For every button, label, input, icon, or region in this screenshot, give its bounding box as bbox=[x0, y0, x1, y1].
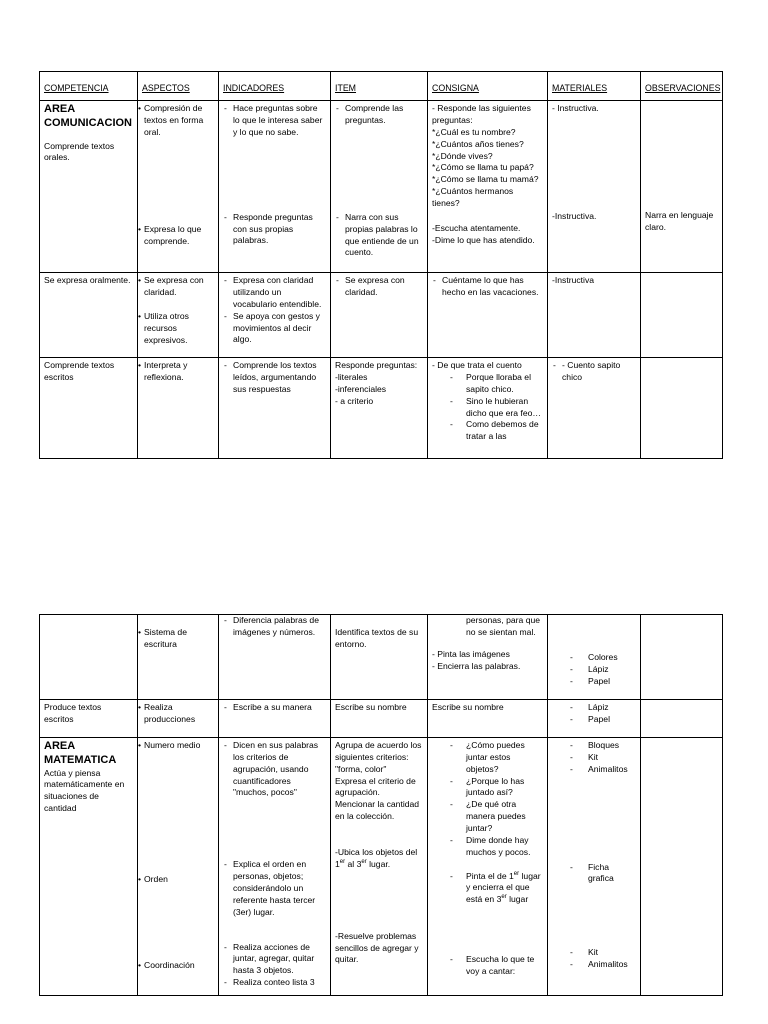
cell-consigna bbox=[428, 101, 548, 273]
consigna-item: - Como debemos de tratar a las bbox=[432, 419, 543, 443]
item-text: -Resuelve problemas sencillos de agregar y quitar. bbox=[335, 930, 419, 965]
cell-indicadores bbox=[219, 273, 331, 358]
cell-aspectos bbox=[138, 615, 219, 700]
item-text-part: al 3 bbox=[345, 858, 362, 869]
cell-competencia bbox=[40, 738, 138, 996]
consigna-text-part: lugar y encierra el que está en 3 bbox=[466, 870, 541, 905]
header-consigna: CONSIGNA bbox=[428, 72, 548, 101]
indicador-item: - Comprende los textos leídos, argumentando sus respuestas bbox=[223, 360, 326, 396]
header-indicadores: INDICADORES bbox=[219, 72, 331, 101]
aspecto-item: • Realiza producciones bbox=[138, 702, 214, 726]
area-title: AREA MATEMATICA bbox=[44, 740, 117, 766]
aspecto-item: • Orden bbox=[138, 874, 214, 886]
material-item: - Colores bbox=[552, 652, 636, 664]
table-row bbox=[40, 358, 723, 459]
indicador-item: - Hace preguntas sobre lo que le interesa saber y lo que no sabe. bbox=[223, 103, 326, 139]
aspecto-item: • Interpreta y reflexiona. bbox=[138, 360, 214, 384]
cell-consigna bbox=[428, 700, 548, 738]
ordinal-suffix: er bbox=[513, 870, 520, 877]
cell-competencia bbox=[40, 358, 138, 459]
consigna-text: - Pinta las imágenes bbox=[432, 648, 510, 659]
cell-observaciones bbox=[641, 358, 723, 459]
indicador-item: - Realiza acciones de juntar, agregar, quitar hasta 3 objetos. bbox=[223, 942, 326, 978]
consigna-text-part: Pinta el de 1 bbox=[466, 870, 514, 881]
material-item: - Animalitos bbox=[552, 959, 636, 971]
consigna-text: -Dime lo que has atendido. bbox=[432, 234, 535, 245]
cell-item bbox=[331, 273, 428, 358]
table-row bbox=[40, 273, 723, 358]
aspecto-item: • Utiliza otros recursos expresivos. bbox=[138, 311, 214, 347]
indicador-item: - Se apoya con gestos y movimientos al decir algo. bbox=[223, 311, 326, 347]
header-aspectos: ASPECTOS bbox=[138, 72, 219, 101]
competencia-text: Produce textos escritos bbox=[44, 702, 102, 724]
cell-materiales bbox=[548, 101, 641, 273]
consigna-item bbox=[432, 871, 543, 907]
pregunta-item: *¿Cuántos hermanos tienes? bbox=[432, 186, 514, 208]
item-text: - Narra con sus propias palabras lo que entiende de un cuento. bbox=[335, 212, 423, 259]
pregunta-item: *¿Cuántos años tienes? bbox=[432, 138, 524, 149]
indicador-item: - Dicen en sus palabras los criterios de agrupación, usando cuantificadores "muchos, pocos" bbox=[223, 740, 326, 799]
cell-materiales bbox=[548, 273, 641, 358]
consigna-text: -Escucha atentamente. bbox=[432, 222, 521, 233]
cell-materiales bbox=[548, 738, 641, 996]
ordinal-suffix: er bbox=[361, 859, 367, 866]
cell-materiales bbox=[548, 615, 641, 700]
aspecto-item: • Coordinación bbox=[138, 960, 214, 972]
item-text: - Comprende las preguntas. bbox=[335, 103, 423, 127]
header-observaciones: OBSERVACIONES bbox=[641, 72, 723, 101]
item-text: - Se expresa con claridad. bbox=[335, 275, 423, 299]
material-item: - Papel bbox=[552, 676, 636, 688]
consigna-text: - Responde las siguientes preguntas: bbox=[432, 103, 531, 125]
item-text: -literales bbox=[335, 371, 368, 382]
cell-aspectos bbox=[138, 358, 219, 459]
cell-materiales bbox=[548, 700, 641, 738]
cell-competencia bbox=[40, 101, 138, 273]
header-competencia: COMPETENCIA bbox=[40, 72, 138, 101]
indicador-item: - Diferencia palabras de imágenes y números. bbox=[223, 615, 326, 639]
item-text-part: -Ubica los objetos del 1 bbox=[335, 847, 418, 869]
item-text: Responde preguntas: bbox=[335, 360, 418, 371]
table-row bbox=[40, 700, 723, 738]
area-title: AREA COMUNICACION bbox=[44, 103, 132, 129]
consigna-text: Escribe su nombre bbox=[432, 702, 504, 712]
item-text: Identifica textos de su entorno. bbox=[335, 627, 419, 649]
pregunta-item: *¿Dónde vives? bbox=[432, 150, 493, 161]
competencia-text: Comprende textos escritos bbox=[44, 360, 115, 382]
cell-competencia bbox=[40, 700, 138, 738]
consigna-item: - ¿Cómo puedes juntar estos objetos? bbox=[432, 740, 543, 776]
item-text: Expresa el criterio de agrupación. bbox=[335, 775, 416, 798]
evaluation-table-2 bbox=[39, 614, 723, 996]
competencia-text: Comprende textos orales. bbox=[44, 140, 115, 163]
item-text: Mencionar la cantidad en la colección. bbox=[335, 799, 420, 822]
item-text: -inferenciales bbox=[335, 383, 387, 394]
material-item: - - Cuento sapito chico bbox=[552, 360, 636, 384]
cell-item bbox=[331, 738, 428, 996]
consigna-item: - Dime donde hay muchos y pocos. bbox=[432, 835, 543, 859]
item-text: - a criterio bbox=[335, 395, 374, 406]
material-item: - Lápiz bbox=[552, 702, 636, 714]
table-header-row bbox=[40, 72, 723, 101]
cell-aspectos bbox=[138, 273, 219, 358]
header-item: ITEM bbox=[331, 72, 428, 101]
indicador-item: - Realiza conteo lista 3 bbox=[223, 977, 326, 989]
table-row bbox=[40, 738, 723, 996]
pregunta-item: *¿Cómo se llama tu papá? bbox=[432, 162, 534, 173]
cell-consigna bbox=[428, 273, 548, 358]
consigna-item: - ¿Porque lo has juntado así? bbox=[432, 776, 543, 800]
item-text: Agrupa de acuerdo los siguientes criterios: "forma, color" bbox=[335, 740, 422, 774]
aspecto-item: • Expresa lo que comprende. bbox=[138, 224, 214, 248]
indicador-item: - Expresa con claridad utilizando un vocabulario entendible. bbox=[223, 275, 326, 311]
cell-observaciones bbox=[641, 273, 723, 358]
cell-observaciones bbox=[641, 700, 723, 738]
header-materiales: MATERIALES bbox=[548, 72, 641, 101]
cell-materiales bbox=[548, 358, 641, 459]
cell-indicadores bbox=[219, 700, 331, 738]
cell-observaciones bbox=[641, 101, 723, 273]
cell-item bbox=[331, 700, 428, 738]
material-item: - Instructiva. bbox=[552, 103, 599, 114]
pregunta-item: *¿Cuál es tu nombre? bbox=[432, 126, 516, 137]
competencia-text: Actúa y piensa matemáticamente en situaciones de cantidad bbox=[44, 767, 125, 814]
pregunta-item: *¿Cómo se llama tu mamá? bbox=[432, 174, 539, 185]
evaluation-table-1 bbox=[39, 71, 723, 459]
cell-aspectos bbox=[138, 101, 219, 273]
material-item: - Animalitos bbox=[552, 764, 636, 776]
cell-competencia bbox=[40, 273, 138, 358]
table-row bbox=[40, 101, 723, 273]
cell-observaciones bbox=[641, 615, 723, 700]
indicador-item: - Escribe a su manera bbox=[223, 702, 326, 714]
consigna-item: - Porque lloraba el sapito chico. bbox=[432, 372, 543, 396]
cell-indicadores bbox=[219, 101, 331, 273]
item-text: Escribe su nombre bbox=[335, 702, 407, 712]
material-item: - Kit bbox=[552, 947, 636, 959]
item-text-part: lugar. bbox=[366, 858, 391, 869]
cell-competencia bbox=[40, 615, 138, 700]
material-item: - Bloques bbox=[552, 740, 636, 752]
material-item: -Instructiva. bbox=[552, 210, 597, 221]
consigna-text: personas, para que no se sientan mal. bbox=[466, 615, 541, 637]
item-text bbox=[335, 847, 423, 871]
consigna-item: - Escucha lo que te voy a cantar: bbox=[432, 954, 543, 978]
observacion-text: Narra en lenguaje claro. bbox=[645, 210, 714, 232]
cell-indicadores bbox=[219, 615, 331, 700]
consigna-text-part: lugar bbox=[506, 894, 529, 905]
consigna-text: - Cuéntame lo que has hecho en las vacaciones. bbox=[432, 275, 543, 299]
material-item: - Kit bbox=[552, 752, 636, 764]
indicador-item: - Responde preguntas con sus propias palabras. bbox=[223, 212, 326, 248]
aspecto-item: • Compresión de textos en forma oral. bbox=[138, 103, 214, 139]
aspecto-item: • Sistema de escritura bbox=[138, 627, 214, 651]
cell-indicadores bbox=[219, 738, 331, 996]
consigna-item: - Sino le hubieran dicho que era feo… bbox=[432, 396, 543, 420]
cell-item bbox=[331, 101, 428, 273]
table-row bbox=[40, 615, 723, 700]
competencia-text: Se expresa oralmente. bbox=[44, 275, 131, 286]
material-item: - Ficha grafica bbox=[552, 862, 636, 886]
cell-item bbox=[331, 358, 428, 459]
cell-aspectos bbox=[138, 700, 219, 738]
cell-consigna bbox=[428, 738, 548, 996]
cell-consigna bbox=[428, 615, 548, 700]
cell-aspectos bbox=[138, 738, 219, 996]
aspecto-item: • Se expresa con claridad. bbox=[138, 275, 214, 299]
consigna-text: - Encierra las palabras. bbox=[432, 660, 521, 671]
indicador-item: - Explica el orden en personas, objetos; considerándolo un referente hasta tercer (3er) lugar. bbox=[223, 859, 326, 918]
consigna-item: - ¿De qué otra manera puedes juntar? bbox=[432, 799, 543, 835]
material-item: -Instructiva bbox=[552, 275, 595, 286]
cell-indicadores bbox=[219, 358, 331, 459]
consigna-text: - De que trata el cuento bbox=[432, 360, 522, 371]
aspecto-item: • Numero medio bbox=[138, 740, 214, 752]
cell-observaciones bbox=[641, 738, 723, 996]
cell-item bbox=[331, 615, 428, 700]
ordinal-suffix: er bbox=[339, 859, 346, 866]
material-item: - Lápiz bbox=[552, 664, 636, 676]
material-item: - Papel bbox=[552, 714, 636, 726]
ordinal-suffix: er bbox=[501, 894, 507, 901]
cell-consigna bbox=[428, 358, 548, 459]
